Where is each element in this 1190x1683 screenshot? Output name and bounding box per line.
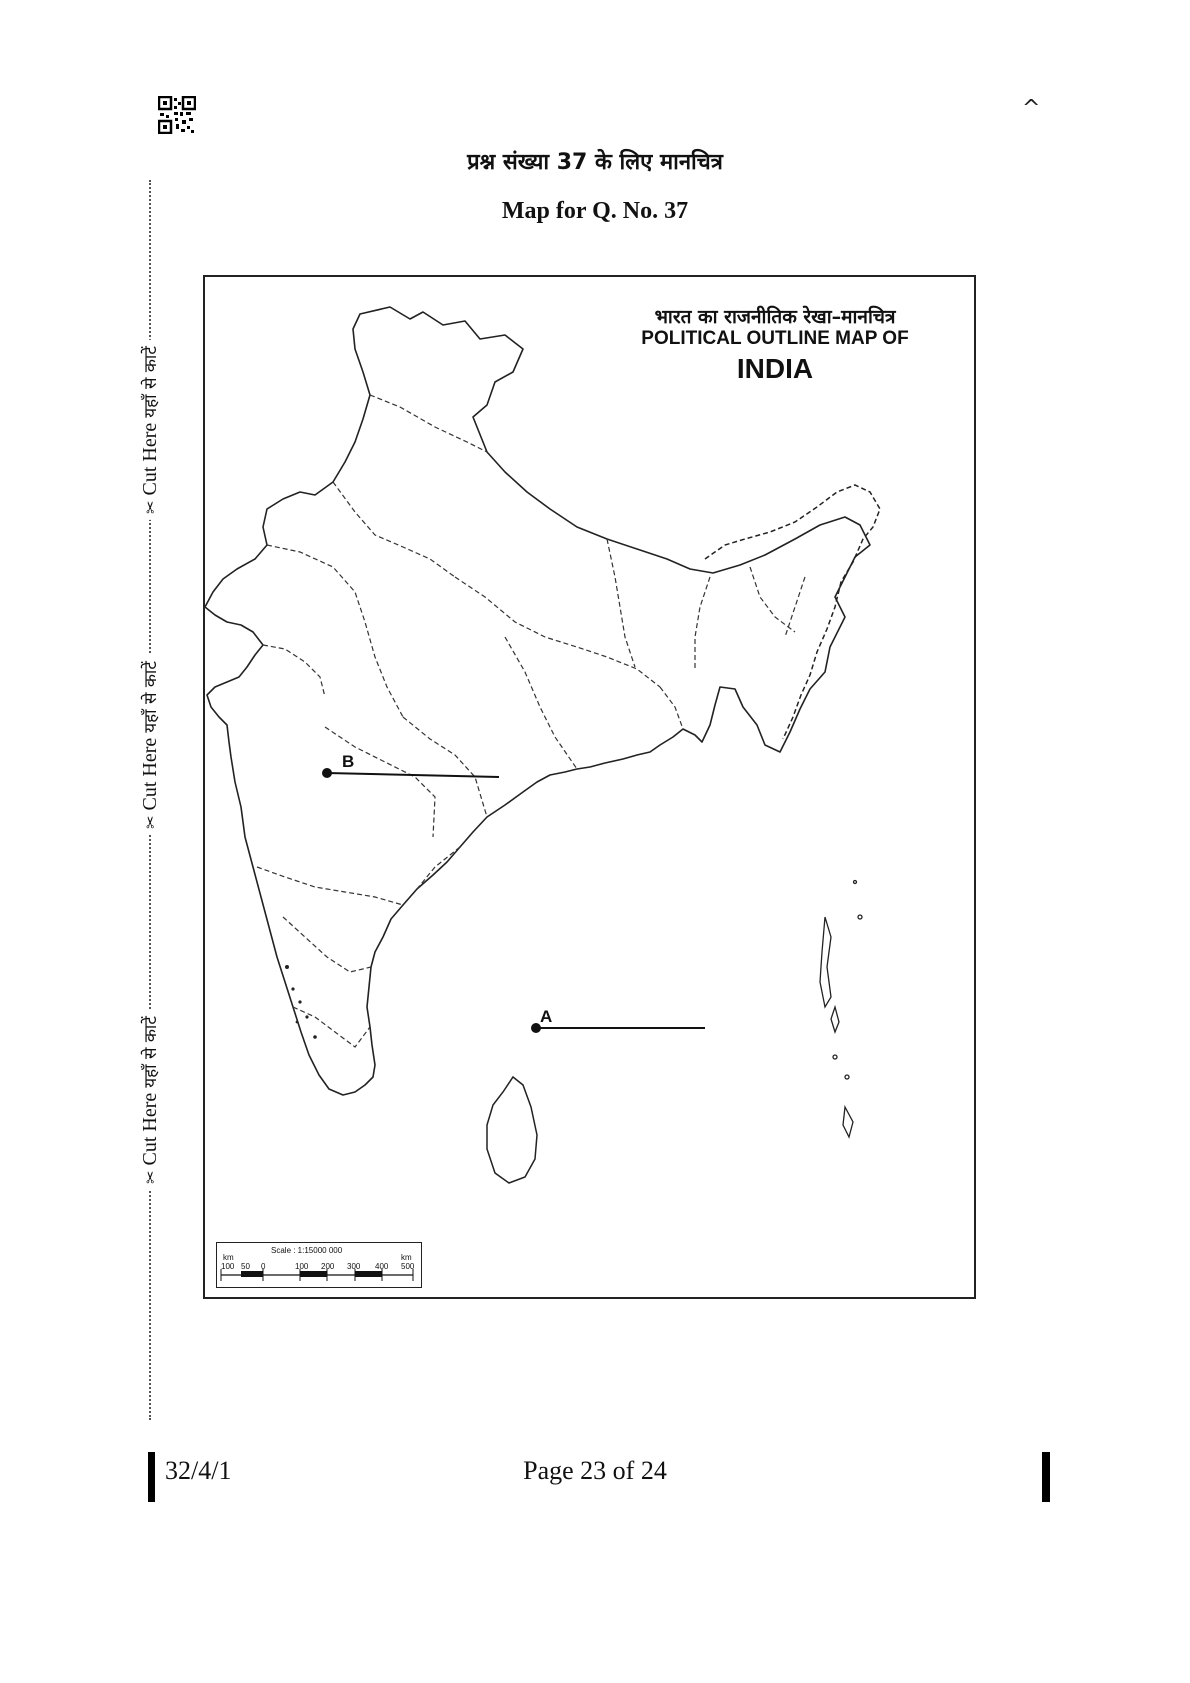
state-boundaries [257,395,805,1047]
cut-here-english: Cut Here [139,737,161,811]
scale-tick: 0 [261,1262,266,1271]
india-outline-map [205,277,978,1301]
cut-here-label [138,1010,162,1190]
india-mainland-outline [205,307,870,1095]
map-title-hindi: भारत का राजनीतिक रेखा–मानचित्र [654,306,896,328]
scale-legend [216,1242,422,1288]
scale-tick: 100 [221,1262,235,1271]
scale-tick: 50 [241,1262,250,1271]
scale-title: Scale : 1:15000 000 [271,1246,343,1255]
northeast-outline [705,485,880,739]
scale-tick: 100 [295,1262,309,1271]
marker-label-a: A [540,1007,553,1026]
scissor-icon: ✂ [141,1170,160,1184]
map-frame [203,275,976,1299]
scale-tick: 300 [347,1262,361,1271]
andaman-nicobar-islands [820,881,862,1138]
scale-tick: 500 [401,1262,415,1271]
lakshadweep-islands [285,965,317,1039]
scissor-icon: ✂ [141,815,160,829]
scissor-icon: ✂ [141,500,160,514]
cut-here-hindi: यहाँ से काटें [141,346,161,418]
page-number: Page 23 of 24 [523,1456,667,1485]
page-title-english: Map for Q. No. 37 [501,198,689,224]
marker-A [531,1023,705,1033]
cut-here-english: Cut Here [139,422,161,496]
paper-code: 32/4/1 [165,1456,232,1485]
map-title-line2: POLITICAL OUTLINE MAP OF [641,328,909,349]
sri-lanka-outline [487,1077,537,1183]
page-title-hindi: प्रश्न संख्या 37 के लिए मानचित्र [467,150,723,175]
scale-unit-right: km [401,1253,412,1262]
scale-unit-left: km [223,1253,234,1262]
map-title-line3: INDIA [736,353,814,384]
cut-here-english: Cut Here [139,1092,161,1166]
scale-tick: 200 [321,1262,335,1271]
footer-bar-right [1042,1452,1050,1502]
cut-here-hindi: यहाँ से काटें [141,1016,161,1088]
marker-label-b: B [342,752,355,771]
scale-tick: 400 [375,1262,389,1271]
cut-here-hindi: यहाँ से काटें [141,661,161,733]
cut-here-label [138,655,162,835]
cut-here-label [138,340,162,520]
cut-here-strip [130,180,170,1420]
caret-mark: ^ [1022,96,1041,121]
qr-code-icon [158,96,196,134]
